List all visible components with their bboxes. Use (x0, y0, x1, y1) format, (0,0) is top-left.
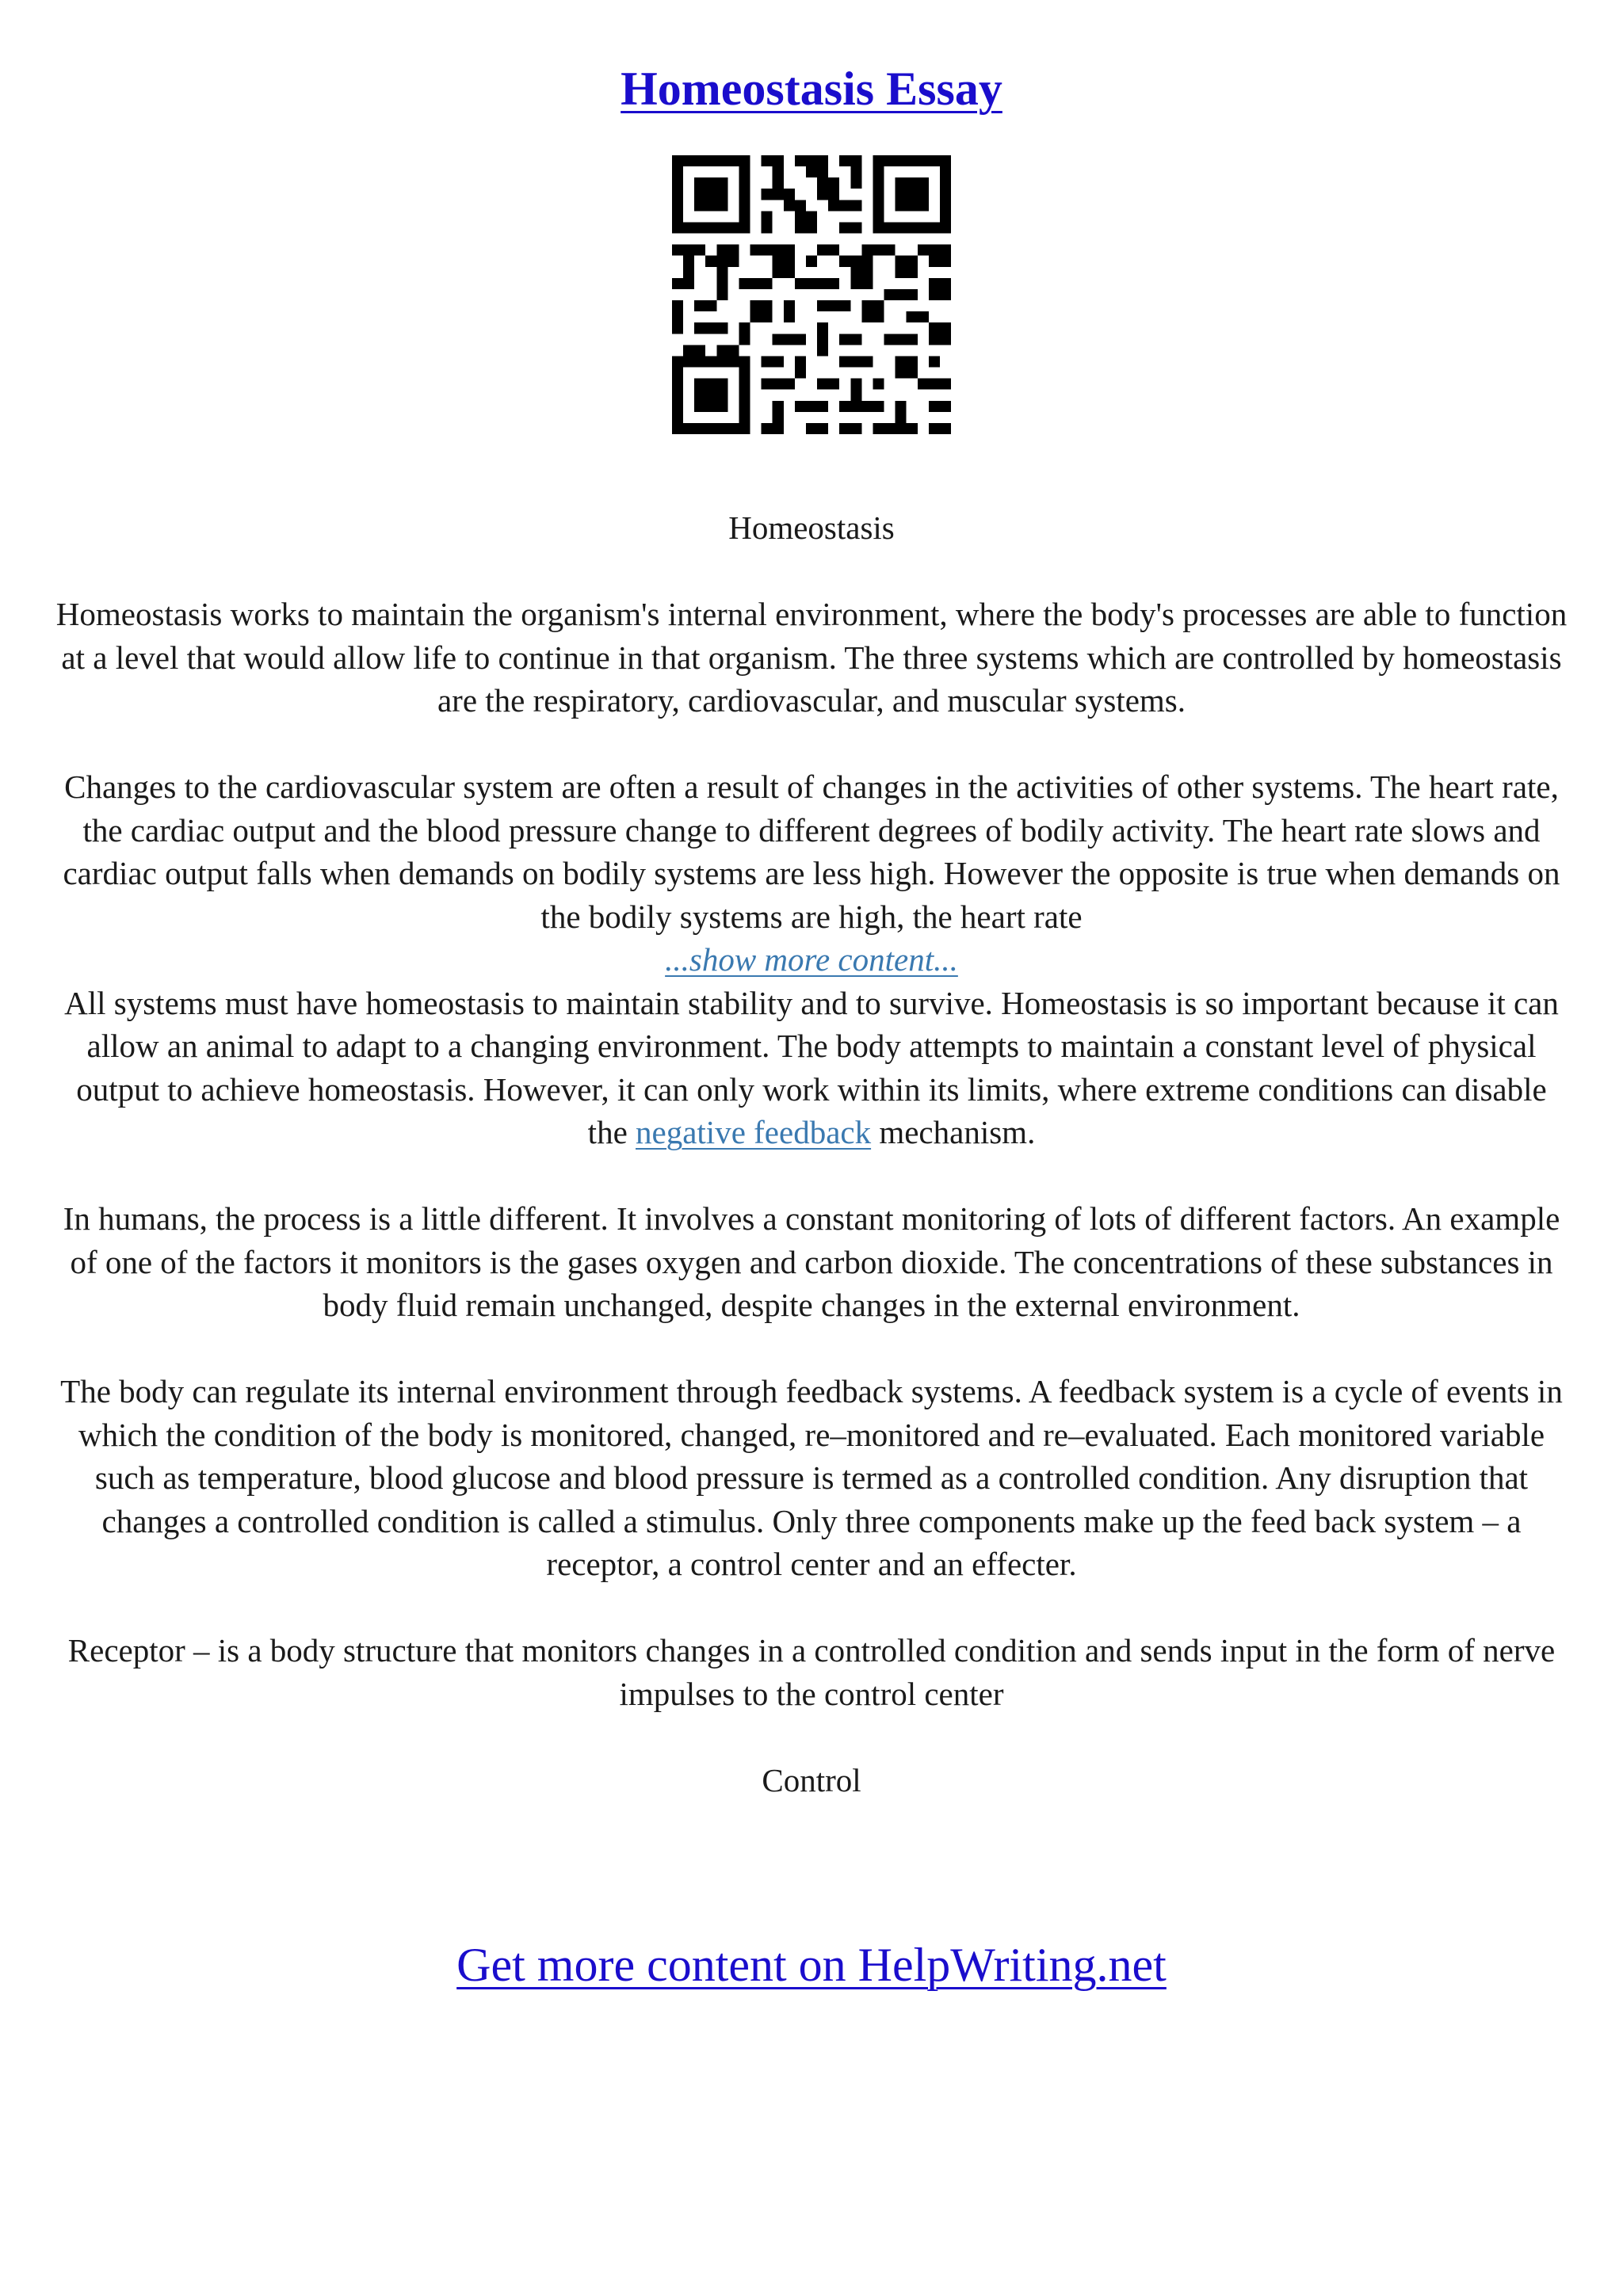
qr-code-icon (672, 155, 951, 434)
title-link[interactable]: Homeostasis Essay (621, 63, 1002, 115)
document-title (0, 57, 1623, 120)
footer (0, 1933, 1623, 1997)
paragraph: In humans, the process is a little different. It involves a constant monitoring of lots of different factors. An example of one of the factors it monitors is the gases oxygen and carbon dioxide. The concentrations of these substances in body fluid remain unchanged, despite changes in the external environment. (63, 1200, 1560, 1323)
get-more-content-link[interactable]: Get more content on HelpWriting.net (456, 1939, 1167, 1991)
paragraph: Receptor – is a body structure that monitors changes in a controlled condition and sends input in the form of nerve impulses to the control center (67, 1632, 1556, 1712)
show-more-row (55, 938, 1568, 982)
essay-heading: Homeostasis (728, 509, 895, 546)
paragraph-text: mechanism. (871, 1114, 1036, 1150)
paragraph: The body can regulate its internal environment through feedback systems. A feedback system is a cycle of events in which the condition of the body is monitored, changed, re–monitored and re–evaluated. Each monitored variable such as temperature, blood glucose and blood pressure is termed as a controlled condition. Any disruption that changes a controlled condition is called a stimulus. Only three components make up the feed back system – a receptor, a control center and an effecter. (60, 1373, 1563, 1582)
paragraph-text: All systems must have homeostasis to maintain stability and to survive. Homeostasis is so important because it can allow an animal to adapt to a changing environment. The body attempts to maintain a constant level of physical output to achieve homeostasis. However, it can only work within its limits, where extreme conditions can disable the (64, 984, 1559, 1150)
paragraph: Changes to the cardiovascular system are often a result of changes in the activities of other systems. The heart rate, the cardiac output and the blood pressure change to different degrees of bodily activity. The heart rate slows and cardiac output falls when demands on bodily systems are less high. However the opposite is true when demands on the bodily systems are high, the heart rate (63, 769, 1560, 935)
paragraph (55, 982, 1568, 1154)
paragraph: Control (762, 1761, 861, 1798)
paragraph: Homeostasis works to maintain the organism's internal environment, where the body's processes are able to function at a level that would allow life to continue in that organism. The three systems which are controlled by homeostasis are the respiratory, cardiovascular, and muscular systems. (55, 596, 1568, 719)
show-more-link[interactable]: ...show more content... (665, 941, 958, 978)
negative-feedback-link[interactable]: negative feedback (636, 1114, 872, 1150)
essay-body (55, 506, 1568, 1845)
